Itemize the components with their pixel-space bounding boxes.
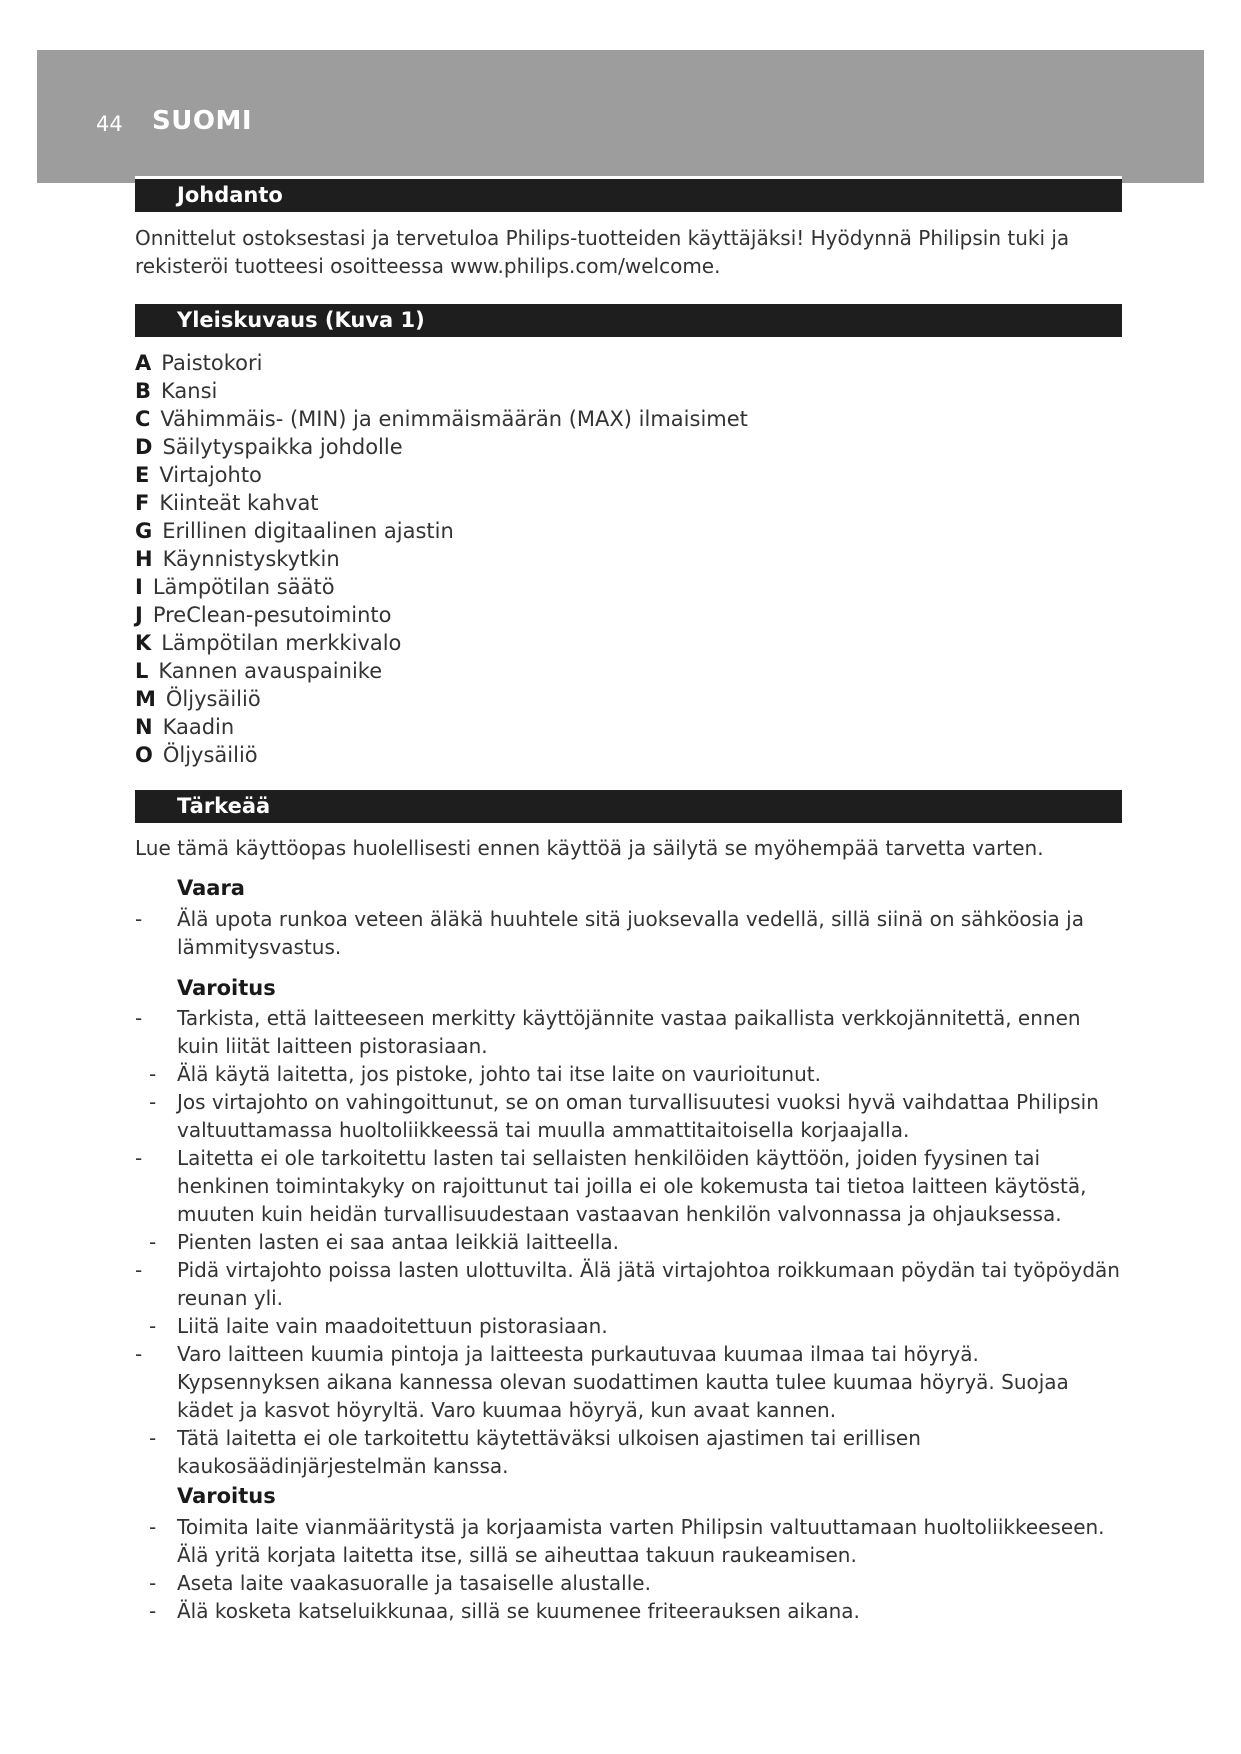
warning-title: Varoitus xyxy=(177,976,276,1000)
part-key: B xyxy=(135,379,152,403)
warning-list xyxy=(135,1004,1125,1480)
part-key: E xyxy=(135,463,150,487)
part-key: C xyxy=(135,407,151,431)
section-title: Tärkeää xyxy=(177,794,271,818)
list-item xyxy=(135,405,748,433)
part-label: Kiinteät kahvat xyxy=(159,491,319,515)
part-label: Öljysäiliö xyxy=(165,687,261,711)
part-key: D xyxy=(135,435,153,459)
list-item: - Tätä laitetta ei ole tarkoitettu käytettäväksi ulkoisen ajastimen tai erillisen kaukosäädinjärjestelmän kanssa. xyxy=(135,1424,1125,1480)
page-number: 44 xyxy=(96,112,123,136)
list-item xyxy=(135,685,748,713)
list-item: - Laitetta ei ole tarkoitettu lasten tai sellaisten henkilöiden käyttöön, joiden fyysinen tai henkinen toimintakyky on rajoittunut tai joilla ei ole kokemusta tai tietoa laitteen käytöstä, muuten kuin heidän turvallisuudestaan vastaavan henkilön valvonnassa ja ohjauksessa. xyxy=(135,1144,1125,1228)
part-key: M xyxy=(135,687,156,711)
section-header-intro xyxy=(135,176,1122,212)
danger-list xyxy=(135,905,1125,961)
list-item: - Toimita laite vianmääritystä ja korjaamista varten Philipsin valtuuttamaan huoltoliikkeeseen. Älä yritä korjata laitetta itse, sillä se aiheuttaa takuun raukeamisen. xyxy=(135,1513,1125,1569)
list-item xyxy=(135,517,748,545)
part-label: Kaadin xyxy=(162,715,235,739)
part-key: O xyxy=(135,743,153,767)
list-item xyxy=(135,741,748,769)
list-item: - Tarkista, että laitteeseen merkitty käyttöjännite vastaa paikallista verkkojännitettä, ennen kuin liität laitteen pistorasiaan. xyxy=(135,1004,1125,1060)
list-item: - Pidä virtajohto poissa lasten ulottuvilta. Älä jätä virtajohtoa roikkumaan pöydän tai työpöydän reunan yli. xyxy=(135,1256,1125,1312)
part-key: N xyxy=(135,715,153,739)
list-item xyxy=(135,573,748,601)
list-item: - Pienten lasten ei saa antaa leikkiä laitteella. xyxy=(135,1228,1125,1256)
list-item xyxy=(135,657,748,685)
part-key: H xyxy=(135,547,153,571)
list-item: - Älä käytä laitetta, jos pistoke, johto tai itse laite on vaurioitunut. xyxy=(135,1060,1125,1088)
list-item xyxy=(135,433,748,461)
list-item: - Liitä laite vain maadoitettuun pistorasiaan. xyxy=(135,1312,1125,1340)
part-key: F xyxy=(135,491,150,515)
part-key: J xyxy=(135,603,143,627)
part-label: Säilytyspaikka johdolle xyxy=(162,435,403,459)
list-item xyxy=(135,545,748,573)
list-item: - Jos virtajohto on vahingoittunut, se on oman turvallisuutesi vuoksi hyvä vaihdattaa Philipsin valtuuttamassa huoltoliikkeessä tai muulla ammattitaitoisella korjaajalla. xyxy=(135,1088,1125,1144)
list-item: - Älä kosketa katseluikkunaa, sillä se kuumenee friteerauksen aikana. xyxy=(135,1597,1125,1625)
part-label: Virtajohto xyxy=(159,463,262,487)
important-text: Lue tämä käyttöopas huolellisesti ennen käyttöä ja säilytä se myöhempää tarvetta varten. xyxy=(135,836,1044,860)
list-item xyxy=(135,713,748,741)
list-item xyxy=(135,489,748,517)
danger-title: Vaara xyxy=(177,876,245,900)
part-label: Kannen avauspainike xyxy=(158,659,383,683)
section-header-important xyxy=(135,787,1122,823)
part-key: G xyxy=(135,519,153,543)
part-label: Paistokori xyxy=(161,351,263,375)
list-item xyxy=(135,629,748,657)
part-label: Käynnistyskytkin xyxy=(162,547,340,571)
list-item xyxy=(135,601,748,629)
list-item xyxy=(135,349,748,377)
part-label: Lämpötilan säätö xyxy=(152,575,335,599)
list-item xyxy=(135,461,748,489)
part-key: A xyxy=(135,351,152,375)
section-title: Yleiskuvaus (Kuva 1) xyxy=(177,308,425,332)
part-label: Vähimmäis- (MIN) ja enimmäismäärän (MAX) ilmaisimet xyxy=(160,407,748,431)
parts-list xyxy=(135,349,748,769)
part-label: Lämpötilan merkkivalo xyxy=(161,631,402,655)
part-key: L xyxy=(135,659,149,683)
part-label: Kansi xyxy=(161,379,218,403)
intro-text: Onnittelut ostoksestasi ja tervetuloa Philips-tuotteiden käyttäjäksi! Hyödynnä Philipsin tuki ja rekisteröi tuotteesi osoitteessa www.philips.com/welcome. xyxy=(135,226,1070,278)
part-label: Öljysäiliö xyxy=(162,743,258,767)
caution-list xyxy=(135,1513,1125,1625)
list-item: - Aseta laite vaakasuoralle ja tasaiselle alustalle. xyxy=(135,1569,1125,1597)
part-label: Erillinen digitaalinen ajastin xyxy=(162,519,454,543)
caution-title: Varoitus xyxy=(177,1484,276,1508)
part-key: K xyxy=(135,631,152,655)
list-item xyxy=(135,377,748,405)
part-key: I xyxy=(135,575,143,599)
list-item: - Varo laitteen kuumia pintoja ja laitteesta purkautuvaa kuumaa ilmaa tai höyryä. Kypsennyksen aikana kannessa olevan suodattimen kautta tulee kuumaa höyryä. Suojaa kädet ja kasvot höyryltä. Varo kuumaa höyryä, kun avaat kannen. xyxy=(135,1340,1125,1424)
language-title: SUOMI xyxy=(152,106,252,136)
section-header-overview xyxy=(135,301,1122,337)
list-item: - Älä upota runkoa veteen äläkä huuhtele sitä juoksevalla vedellä, sillä siinä on sähköosia ja lämmitysvastus. xyxy=(135,905,1125,961)
section-title: Johdanto xyxy=(177,183,283,207)
part-label: PreClean-pesutoiminto xyxy=(152,603,392,627)
